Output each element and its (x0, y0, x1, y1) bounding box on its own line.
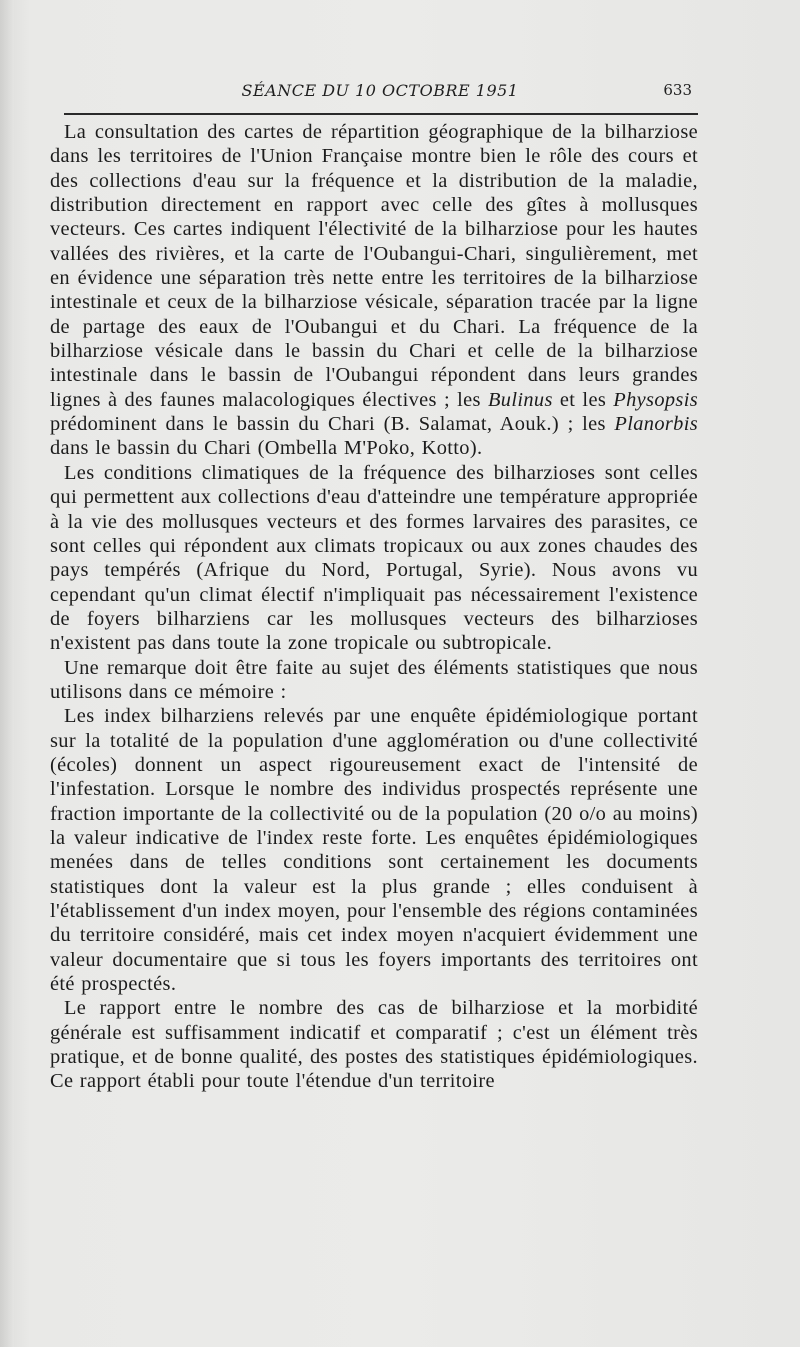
running-title: SÉANCE DU 10 OCTOBRE 1951 (241, 81, 519, 100)
paragraph-5: Le rapport entre le nombre des cas de bilharziose et la morbidité générale est suffisamment indicatif et comparatif ; c'est un élément très pratique, et de bonne qualité, des postes des statistiques épidémiologiques. Ce rapport établi pour toute l'étendue d'un territoire (50, 997, 698, 1093)
genus-bulinus: Bulinus (487, 388, 553, 411)
paragraph-1 (50, 120, 698, 461)
paragraph-4: Les index bilharziens relevés par une enquête épidémiologique portant sur la totalité de la population d'une agglomération ou d'une collectivité (écoles) donnent un aspect rigoureusement exact de l'intensité de l'infestation. Lorsque le nombre des individus prospectés représente une fraction importante de la collectivité ou de la population (20 o/o au moins) la valeur indicative de l'index reste forte. Les enquêtes épidémiologiques menées dans de telles conditions sont certainement les documents statistiques dont la valeur est la plus grande ; elles conduisent à l'établissement d'un index moyen, pour l'ensemble des régions contaminées du territoire considéré, mais cet index moyen n'acquiert évidemment une valeur documentaire que si tous les foyers importants des territoires ont été prospectés. (50, 705, 698, 996)
genus-planorbis: Planorbis (614, 413, 698, 436)
paragraph-1-text-d: dans le bassin du Chari (Ombella M'Poko, Kotto). (50, 437, 483, 460)
paragraph-3: Une remarque doit être faite au sujet des éléments statistiques que nous utilisons dans ce mémoire : (50, 656, 698, 703)
paragraph-1-text-a: La consultation des cartes de répartition géographique de la bilharziose dans les territoires de l'Union Française montre bien le rôle des cours et des collections d'eau sur la fréquence et la distribution de la maladie, distribution directement en rapport avec celle des gîtes à mollusques vecteurs. Ces cartes indiquent l'électivité de la bilharziose pour les hautes vallées des rivières, et la carte de l'Oubangui-Chari, singulièrement, met en évidence une séparation très nette entre les territoires de la bilharziose intestinale et ceux de la bilharziose vésicale, séparation tracée par la ligne de partage des eaux de l'Oubangui et du Chari. La fréquence de la bilharziose vésicale dans le bassin du Chari et celle de la bilharziose intestinale dans le bassin de l'Oubangui répondent dans leurs grandes lignes à des faunes malacologiques électives ; les (50, 121, 698, 411)
header-rule (64, 113, 698, 115)
paragraph-1-text-c: prédominent dans le bassin du Chari (B. Salamat, Aouk.) ; les (50, 413, 615, 436)
page-binding-shadow (0, 0, 14, 1347)
page-number: 633 (663, 81, 692, 99)
genus-physopsis: Physopsis (613, 388, 698, 411)
paragraph-1-text-b: et les (552, 388, 614, 411)
paragraph-2: Les conditions climatiques de la fréquence des bilharzioses sont celles qui permettent aux collections d'eau d'atteindre une température appropriée à la vie des mollusques vecteurs et des formes larvaires des parasites, ce sont celles qui répondent aux climats tropicaux ou aux zones chaudes des pays tempérés (Afrique du Nord, Portugal, Syrie). Nous avons vu cependant qu'un climat électif n'impliquait pas nécessairement l'existence de foyers bilharziens car les mollusques vecteurs des bilharzioses n'existent pas dans toute la zone tropicale ou subtropicale. (50, 461, 698, 655)
page-header (62, 78, 698, 104)
body-text (50, 120, 698, 1094)
